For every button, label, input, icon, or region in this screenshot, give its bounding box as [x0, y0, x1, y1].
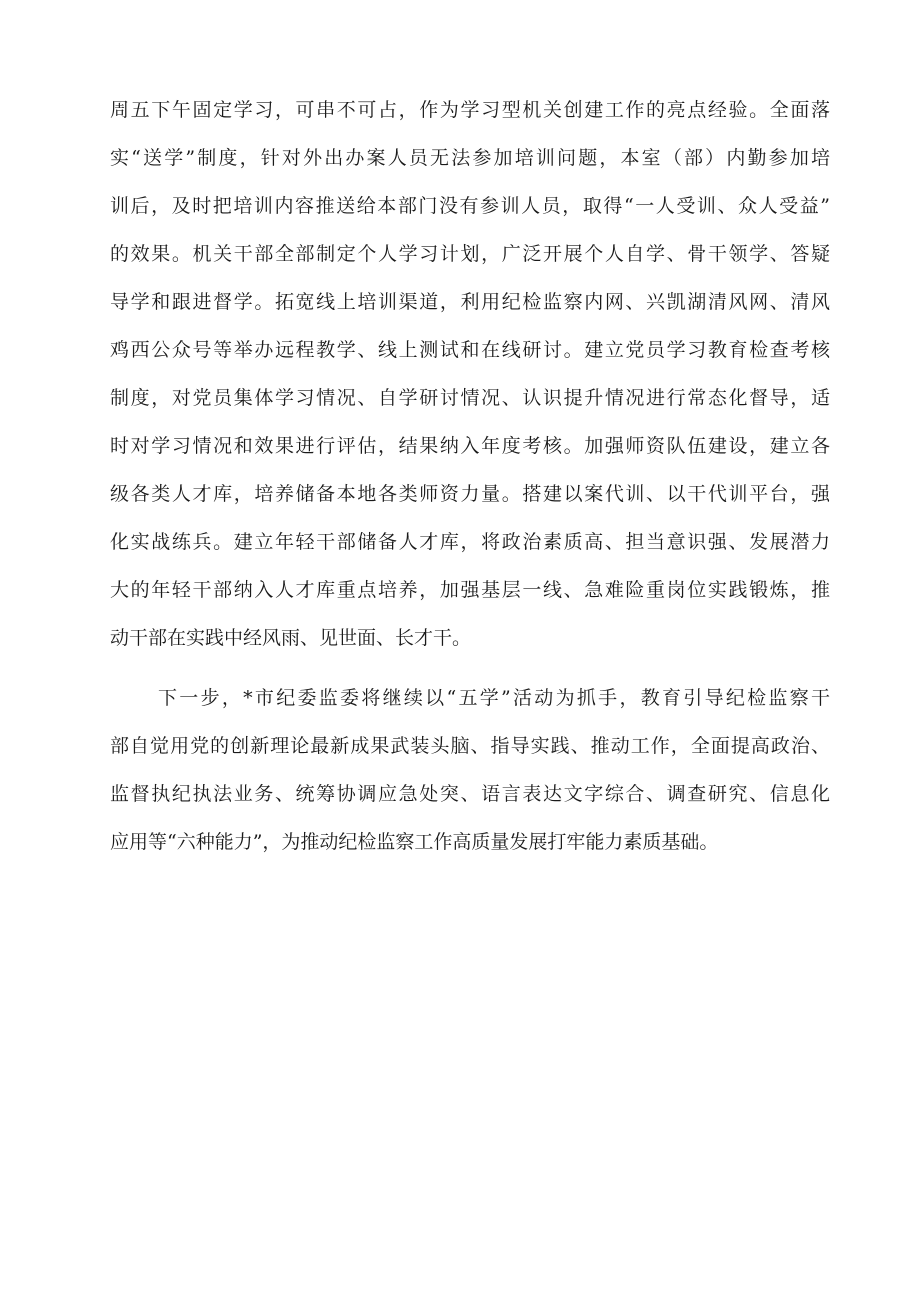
text-line: 下一步，*市纪委监委将继续以“五学”活动为抓手，教育引导纪检监察干	[158, 687, 830, 709]
text-line: 监督执纪执法业务、统筹协调应急处突、语言表达文字综合、调查研究、信息化	[110, 783, 830, 805]
text-line: 导学和跟进督学。拓宽线上培训渠道，利用纪检监察内网、兴凯湖清风网、清风	[110, 291, 830, 313]
text-line: 实“送学”制度，针对外出办案人员无法参加培训问题，本室（部）内勤参加培	[110, 147, 830, 169]
text-line: 应用等“六种能力”，为推动纪检监察工作高质量发展打牢能力素质基础。	[110, 831, 719, 853]
paragraph	[110, 86, 830, 662]
text-line: 化实战练兵。建立年轻干部储备人才库，将政治素质高、担当意识强、发展潜力	[110, 531, 830, 553]
text-line: 时对学习情况和效果进行评估，结果纳入年度考核。加强师资队伍建设，建立各	[110, 435, 830, 457]
text-line: 部自觉用党的创新理论最新成果武装头脑、指导实践、推动工作，全面提高政治、	[110, 735, 830, 757]
paragraph	[110, 674, 830, 866]
text-line: 鸡西公众号等举办远程教学、线上测试和在线研讨。建立党员学习教育检查考核	[110, 339, 830, 361]
text-line: 大的年轻干部纳入人才库重点培养，加强基层一线、急难险重岗位实践锻炼，推	[110, 579, 830, 601]
text-line: 动干部在实践中经风雨、见世面、长才干。	[110, 627, 472, 649]
text-line: 的效果。机关干部全部制定个人学习计划，广泛开展个人自学、骨干领学、答疑	[110, 243, 830, 265]
text-line: 制度，对党员集体学习情况、自学研讨情况、认识提升情况进行常态化督导，适	[110, 387, 830, 409]
text-line: 训后，及时把培训内容推送给本部门没有参训人员，取得“一人受训、众人受益”	[110, 195, 830, 217]
text-line: 周五下午固定学习，可串不可占，作为学习型机关创建工作的亮点经验。全面落	[110, 99, 830, 121]
text-line: 级各类人才库，培养储备本地各类师资力量。搭建以案代训、以干代训平台，强	[110, 483, 830, 505]
